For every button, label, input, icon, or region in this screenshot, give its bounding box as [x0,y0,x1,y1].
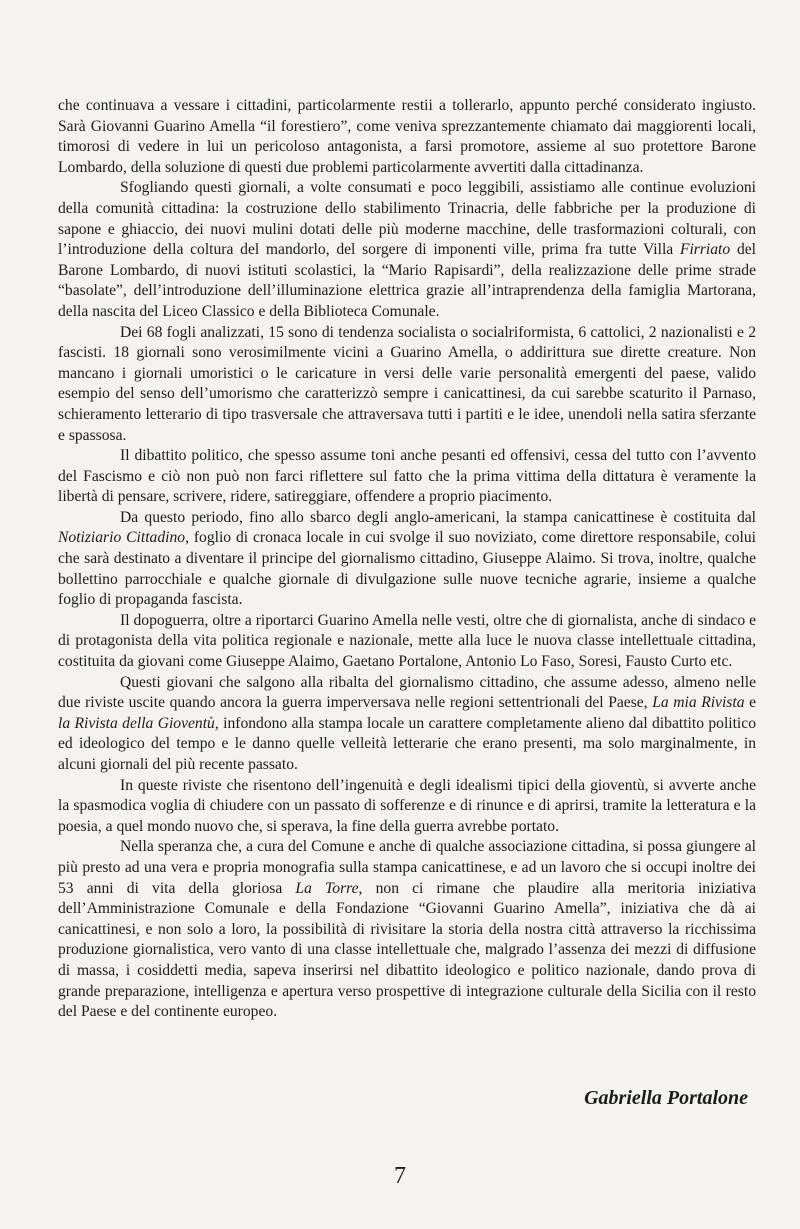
italic-title-text: la Rivista della Gioventù [58,714,215,732]
paragraph-text: del Barone Lombardo, di nuovi istituti scolastici, la “Mario Rapisardi”, della realizzazione delle prime strade “basolate”, dell’introduzione dell’illuminazione elettrica grazie all’intraprendenza della famiglia Martorana, della nascita del Liceo Classico e della Biblioteca Comunale. [58,241,756,320]
paragraph-text: Sfogliando questi giornali, a volte consumati e poco leggibili, assistiamo alle continue evoluzioni della comunità cittadina: la costruzione dello stabilimento Trinacria, delle fabbriche per la produzione di sapone e ghiaccio, dei nuovi mulini dotati delle più moderne macchine, delle trasformazioni colturali, con l’introduzione della coltura del mandorlo, del sorgere di imponenti ville, prima fra tutte Villa [58,179,756,259]
page-number: 7 [394,1163,406,1189]
paragraph [58,776,756,838]
paragraph-text: Da questo periodo, fino allo sbarco degli anglo-americani, la stampa canicattinese è costituita dal [120,508,756,526]
paragraph [58,673,756,776]
paragraph-text: che continuava a vessare i cittadini, particolarmente restii a tollerarlo, appunto perché considerato ingiusto. Sarà Giovanni Guarino Amella “il forestiero”, come veniva sprezzantemente chiamato dai maggiorenti locali, timorosi di vedere in lui un pericoloso antagonista, a farsi promotore, assieme al suo protettore Barone Lombardo, della soluzione di questi due problemi particolarmente avvertiti dalla cittadinanza. [58,97,756,176]
italic-title-text: Firriato [679,241,731,259]
paragraph [58,323,756,447]
paragraph-text: In queste riviste che risentono dell’ingenuità e degli idealismi tipici della gioventù, si avverte anche la spasmodica voglia di chiudere con un passato di sofferenze e di rinunce e di aprirsi, tramite la letteratura e la poesia, a quel mondo nuovo che, si sperava, la fine della guerra avrebbe portato. [58,776,756,835]
paragraph-text: , foglio di cronaca locale in cui svolge il suo noviziato, come direttore responsabile, colui che sarà destinato a diventare il principe del giornalismo cittadino, Giuseppe Alaimo. Si trova, inoltre, qualche bollettino parrocchiale e qualche giornale di divulgazione sulle nuove tecniche agrarie, insieme a qualche foglio di propaganda fascista. [58,529,757,609]
paragraph [58,446,756,508]
paragraph-text: Nella speranza che, a cura del Comune e anche di qualche associazione cittadina, si possa giungere al più presto ad una vera e propria monografia sulla stampa canicattinese, e ad un lavoro che si occupi inoltre dei 53 anni di vita della gloriosa [58,838,756,897]
paragraph-text: Questi giovani che salgono alla ribalta del giornalismo cittadino, che assume adesso, almeno nelle due riviste uscite quando ancora la guerra imperversava nelle regioni settentrionali del Paese, [58,673,756,712]
paragraph-text: Il dibattito politico, che spesso assume toni anche pesanti ed offensivi, cessa del tutto con l’avvento del Fascismo e ciò non può non farci riflettere sul fatto che la prima vittima della dittatura è veramente la libertà di pensare, scrivere, ridere, satireggiare, offendere a proprio piacimento. [58,447,756,506]
paragraph [58,837,756,1022]
paragraph-text: Dei 68 fogli analizzati, 15 sono di tendenza socialista o socialriformista, 6 cattolici, 2 nazionalisti e 2 fascisti. 18 giornali sono verosimilmente vicini a Guarino Amella, o addirittura sue dirette creature. Non mancano i giornali umoristici o le caricature in versi delle varie personalità emergenti del paese, valido esempio del senso dell’umorismo che caratterizzò sempre i canicattinesi, da cui sarebbe scaturito il Parnaso, schieramento letterario di tipo trasversale che attraversava tutti i partiti e le idee, unendoli nella satira sferzante e spassosa. [58,323,756,444]
paragraph [58,611,756,673]
paragraph-text: , infondono alla stampa locale un carattere completamente alieno dal dibattito politico ed ideologico del tempo e le danno quelle velleità letterarie che erano presenti, ma solo marginalmente, in alcuni giornali del più recente passato. [58,714,756,773]
article-body [58,96,756,1023]
paragraph-text: e [744,694,757,712]
paragraph [58,96,756,178]
author-signature: Gabriella Portalone [584,1087,748,1109]
paragraph [58,508,756,611]
paragraph [58,178,756,322]
paragraph-text: Il dopoguerra, oltre a riportarci Guarino Amella nelle vesti, oltre che di giornalista, anche di sindaco e di protagonista della vita politica regionale e nazionale, mette alla luce le nuova classe intellettuale cittadina, costituita da giovani come Giuseppe Alaimo, Gaetano Portalone, Antonio Lo Faso, Soresi, Fausto Curto etc. [58,611,756,671]
italic-title-text: La Torre [295,879,359,897]
paragraph-text: , non ci rimane che plaudire alla meritoria iniziativa dell’Amministrazione Comunale e della Fondazione “Giovanni Guarino Amella”, iniziativa che dà ai canicattinesi, e non solo a loro, la possibilità di rivisitare la storia della nostra città attraverso la ricchissima produzione giornalistica, vero vanto di una classe intellettuale che, malgrado l’assenza dei mezzi di diffusione di massa, i cosiddetti media, sapeva inserirsi nel dibattito ideologico e politico nazionale, dando prova di grande preparazione, intelligenza e apertura verso prospettive di integrazione culturale della Sicilia con il resto del Paese e del continente europeo. [58,879,756,1021]
italic-title-text: La mia Rivista [652,694,745,712]
italic-title-text: Notiziario Cittadino [58,529,186,547]
